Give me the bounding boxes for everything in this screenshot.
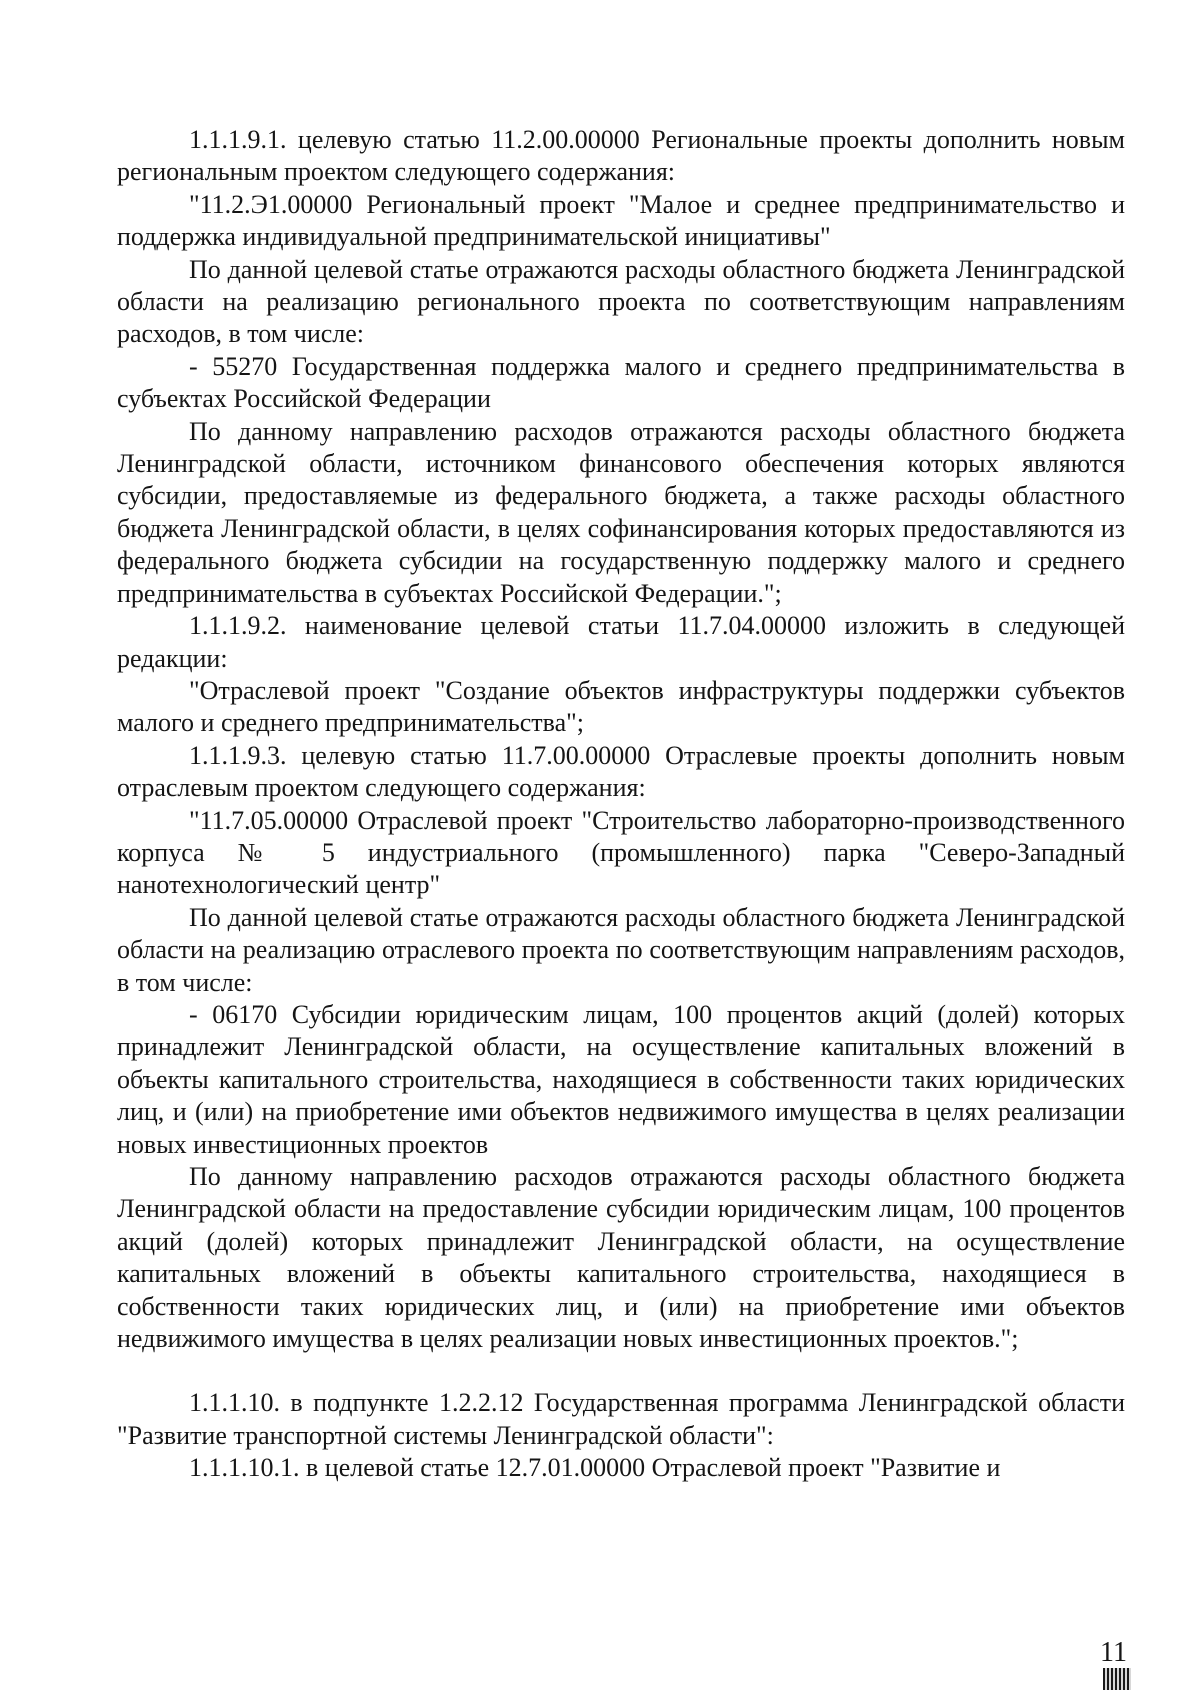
paragraph-sector-expenses: По данной целевой статье отражаются расходы областного бюджета Ленинградской области на реализацию отраслевого проекта по соответствующим направлениям расходов, в том числе: xyxy=(117,902,1125,997)
paragraph-regional-expenses: По данной целевой статье отражаются расходы областного бюджета Ленинградской области на реализацию регионального проекта по соответствующим направлениям расходов, в том числе: xyxy=(117,254,1125,349)
paragraph-1-1-1-9-3: 1.1.1.9.3. целевую статью 11.7.00.00000 Отраслевые проекты дополнить новым отраслевым проектом следующего содержания: xyxy=(117,740,1125,803)
paragraph-sector-project-name: "Отраслевой проект "Создание объектов инфраструктуры поддержки субъектов малого и среднего предпринимательства"; xyxy=(117,675,1125,738)
paragraph-1-1-1-10: 1.1.1.10. в подпункте 1.2.2.12 Государственная программа Ленинградской области "Развитие транспортной системы Ленинградской области": xyxy=(117,1388,1125,1450)
scan-barcode-mark xyxy=(1103,1668,1131,1690)
page-number: 11 xyxy=(1100,1637,1127,1668)
paragraph-direction-55270-description: По данному направлению расходов отражаются расходы областного бюджета Ленинградской области, источником финансового обеспечения которых являются субсидии, предоставляемые из федерального бюджета, а также расходы областного бюджета Ленинградской области, в целях софинансирования которых предоставляются из федерального бюджета субсидии на государственную поддержку малого и среднего предпринимательства в субъектах Российской Федерации."; xyxy=(117,416,1125,608)
paragraph-direction-06170-description: По данному направлению расходов отражаются расходы областного бюджета Ленинградской области на предоставление субсидии юридическим лицам, 100 процентов акций (долей) которых принадлежит Ленинградской области, на осуществление капитальных вложений в объекты капитального строительства, находящиеся в собственности таких юридических лиц, и (или) на приобретение ими объектов недвижимого имущества в целях реализации новых инвестиционных проектов."; xyxy=(117,1162,1125,1354)
paragraph-sector-project-code: "11.7.05.00000 Отраслевой проект "Строительство лабораторно-производственного корпуса № 5 индустриального (промышленного) парка "Северо-Западный нанотехнологический центр" xyxy=(117,805,1125,900)
paragraph-1-1-1-10-1: 1.1.1.10.1. в целевой статье 12.7.01.00000 Отраслевой проект "Развитие и xyxy=(189,1453,1001,1483)
paragraph-direction-06170: - 06170 Субсидии юридическим лицам, 100 процентов акций (долей) которых принадлежит Ленинградской области, на осуществление капитальных вложений в объекты капитального строительства, находящиеся в собственности таких юридических лиц, и (или) на приобретение ими объектов недвижимого имущества в целях реализации новых инвестиционных проектов xyxy=(117,999,1125,1159)
document-body xyxy=(117,124,1125,1485)
paragraph-1-1-1-9-2: 1.1.1.9.2. наименование целевой статьи 11.7.04.00000 изложить в следующей редакции: xyxy=(117,611,1125,673)
paragraph-direction-55270: - 55270 Государственная поддержка малого и среднего предпринимательства в субъектах Российской Федерации xyxy=(117,351,1125,414)
paragraph-1-1-1-9-1: 1.1.1.9.1. целевую статью 11.2.00.00000 Региональные проекты дополнить новым региональным проектом следующего содержания: xyxy=(117,125,1125,187)
paragraph-regional-project-code: "11.2.Э1.00000 Региональный проект "Малое и среднее предпринимательство и поддержка индивидуальной предпринимательской инициативы" xyxy=(117,189,1125,252)
